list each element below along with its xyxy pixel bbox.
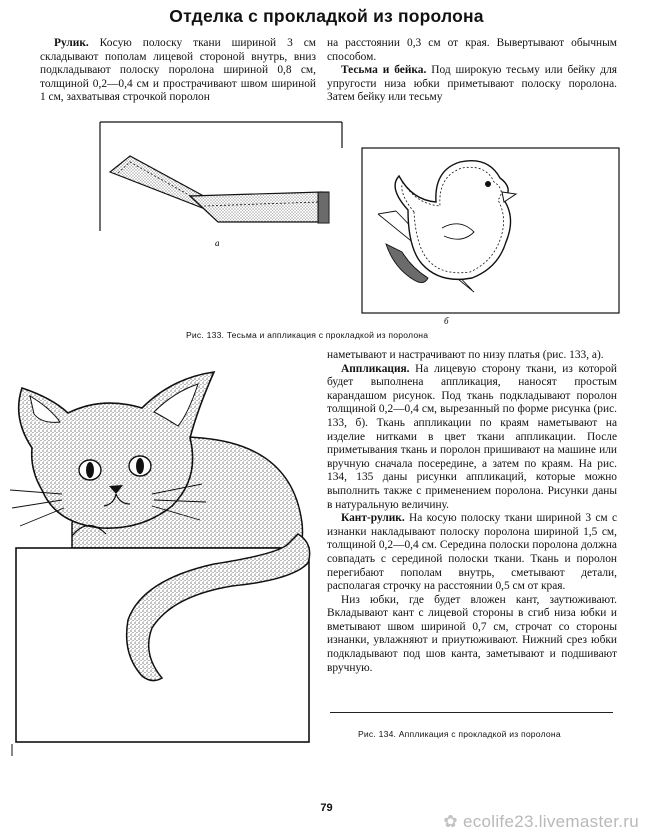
figure-134-illustration — [2, 358, 327, 778]
watermark-logo-icon: ✿ — [443, 812, 463, 831]
paragraph-text: На косую полоску ткани шириной 3 см с изнанки накладывают полоску поролона шириной 1,5 см, толщиной 0,2—0,4 см. Середина полоски поролона должна совпадать с серединой полоски ткани. Ткань и поролон перегибают пополам внутрь, сметывают детали, располагая строчку на расстоянии 0,5 см от края. — [327, 512, 617, 593]
watermark-text: ecolife23.livemaster.ru — [462, 812, 639, 831]
paragraph-rulik — [40, 37, 316, 105]
paragraph-kant-rulik — [327, 512, 617, 594]
figure-134-caption: Рис. 134. Аппликация с прокладкой из поролона — [358, 729, 561, 739]
paragraph-lead: Тесьма и бейка. — [341, 64, 427, 77]
text-column-top-right — [327, 37, 617, 105]
paragraph-text: Под широкую тесьму или бейку для упругости низа юбки приметывают полоску поролона. Затем бейку или тесьму — [327, 64, 618, 104]
watermark — [443, 812, 639, 832]
figure-133-caption: Рис. 133. Тесьма и аппликация с прокладкой из поролона — [186, 330, 429, 340]
paragraph-continued: на расстоянии 0,3 см от края. Вывертывают обычным способом. — [327, 37, 617, 63]
paragraph-lead: Аппликация. — [341, 362, 410, 375]
figure-133b-panel — [362, 148, 619, 313]
figure-133a-panel — [100, 122, 342, 231]
figure-133b-label: б — [444, 316, 449, 326]
paragraph-lead: Кант-рулик. — [341, 512, 405, 525]
paragraph-applikacia — [327, 363, 617, 513]
caption-divider — [330, 712, 613, 713]
paragraph-niz-yubki: Низ юбки, где будет вложен кант, заутюживают. Вкладывают кант с лицевой стороны в сгиб низа юбки и вметывают швом шириной 0,7 см, строчат со стороны изнанки, увлажняют и приутюживают. Нижний срез юбки подкладывают под шов канта, заметывают и подшивают вручную. — [327, 593, 617, 674]
paragraph-tesma — [327, 64, 617, 105]
text-column-bottom-right — [327, 349, 617, 675]
paragraph-lead: Рулик. — [54, 37, 89, 49]
page-number: 79 — [320, 802, 333, 814]
paragraph-text: Косую полоску ткани шириной 3 см складывают пополам лицевой стороной внутрь, вниз подкладывают полоску поролона шириной 0,8 см, толщиной 0,2—0,4 см и прострачивают швом шириной 1 см, захватывая строчкой поролон — [40, 37, 316, 104]
figure-133a-label: а — [215, 238, 220, 248]
text-column-top-left — [40, 37, 316, 105]
paragraph-continued: наметывают и настрачивают по низу платья (рис. 133, а). — [327, 349, 604, 361]
figure-133-illustration — [96, 118, 622, 345]
page-title: Отделка с прокладкой из поролона — [169, 6, 484, 26]
paragraph-text: На лицевую сторону ткани, из которой будет выполнена аппликация, наносят простым карандашом рисунок. Под ткань подкладывают поролон толщиной 0,2—0,4 см, вырезанный по форме рисунка (рис. 133, б). Ткань аппликации по краям наметывают на изделие нитками в цвет ткани аппликации. После приметывания ткань и поролон пришивают на машине или вручную сначала посередине, а затем по краям. На рис. 134, 135 даны рисунки аппликаций, которые можно выполнить также с применением поролона. Рисунки даны в натуральную величину. — [327, 362, 617, 511]
